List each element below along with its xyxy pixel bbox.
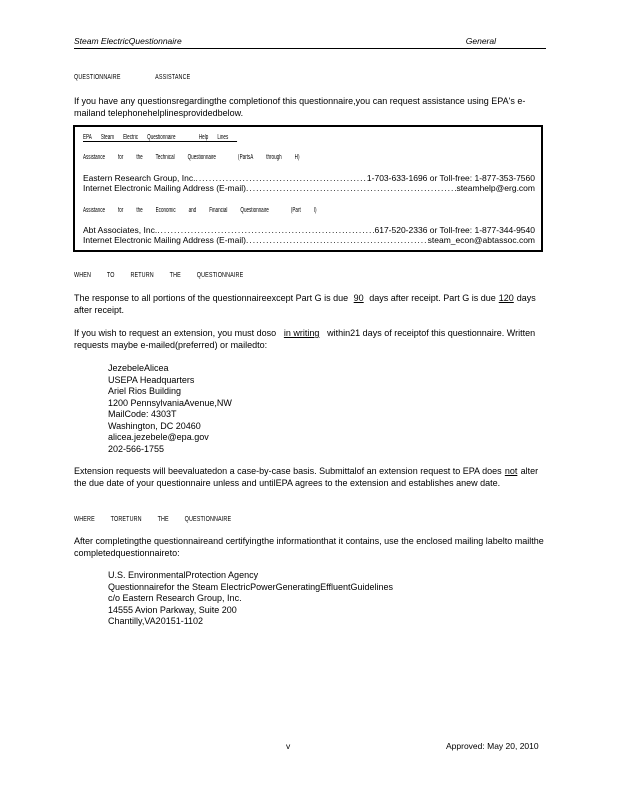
extension-mode: in writing (283, 328, 320, 338)
leader-dots (246, 183, 456, 193)
erg-contact (83, 173, 535, 193)
epa-contact-address (108, 363, 232, 455)
extension-text: within21 days of receiptof this questionnaire. Written requests maybe e-mailed(preferred) or mailedto: (74, 328, 536, 350)
sub-word: the (136, 207, 143, 214)
mailing-address (108, 570, 393, 628)
contact-line: Washington, DC 20460 (108, 420, 201, 431)
sub-word: Technical (155, 154, 175, 161)
heading-word: TORETURN (110, 514, 142, 523)
contact-line: JezebeleAlicea (108, 363, 169, 373)
due-days-part-g: 120 (498, 293, 514, 303)
due-text: The response to all portions of the questionnaireexcept Part G is due (74, 293, 349, 303)
abt-email-label: Internet Electronic Mailing Address (E-mail) (83, 235, 246, 245)
abt-phone: 617-520-2336 or Toll-free: 1-877-344-9540 (374, 225, 535, 235)
abt-contact (83, 225, 535, 245)
due-days: 90 (353, 293, 364, 303)
heading-word: QUESTIONNAIRE (184, 514, 232, 523)
sub-word: I) (313, 207, 317, 214)
review-text: alter the due date of your questionnaire unless and untilEPA agrees to the extension and establishes anew date. (74, 466, 539, 488)
title-word: Questionnaire (147, 134, 176, 141)
sub-word: Questionnaire (240, 207, 269, 214)
heading-when-to-return (74, 270, 259, 279)
contact-line: MailCode: 4303T (108, 409, 177, 419)
erg-phone: 1-703-633-1696 or Toll-free: 1-877-353-7560 (366, 173, 535, 183)
technical-assistance-label (83, 154, 312, 161)
heading-word: QUESTIONNAIRE (196, 270, 244, 279)
sub-word: Economic (155, 207, 176, 214)
title-word: Steam (100, 134, 115, 141)
contact-line: 1200 PennsylvaniaAvenue,NW (108, 397, 232, 408)
title-word: Lines (217, 134, 229, 141)
sub-word: Financial (209, 207, 228, 214)
sub-word: Questionnaire (187, 154, 216, 161)
sub-word: Assistance (83, 154, 106, 161)
sub-word: the (136, 154, 143, 161)
address-line: 14555 Avion Parkway, Suite 200 (108, 604, 237, 615)
heading-word: ASSISTANCE (155, 72, 191, 81)
heading-word: TO (106, 270, 115, 279)
erg-email[interactable]: steamhelp@erg.com (456, 183, 535, 193)
heading-word: QUESTIONNAIRE (74, 72, 121, 81)
extension-paragraph (74, 327, 550, 351)
erg-name: Eastern Research Group, Inc. (83, 173, 196, 183)
erg-email-label: Internet Electronic Mailing Address (E-mail) (83, 183, 246, 193)
contact-phone: 202-566-1755 (108, 443, 165, 454)
leader-dots (246, 235, 428, 245)
sub-word: Assistance (83, 207, 106, 214)
helpline-box (73, 125, 543, 252)
address-line: Questionnairefor the Steam ElectricPowerGeneratingEffluentGuidelines (108, 581, 393, 592)
contact-line: USEPA Headquarters (108, 374, 195, 385)
sub-word: for (118, 207, 124, 214)
abt-email[interactable]: steam_econ@abtassoc.com (427, 235, 535, 245)
helpline-box-title (83, 134, 237, 142)
header-section: General (465, 36, 496, 46)
address-line: U.S. EnvironmentalProtection Agency (108, 570, 259, 580)
sub-word: H) (294, 154, 300, 161)
contact-line: Ariel Rios Building (108, 386, 182, 396)
extension-review-paragraph (74, 465, 550, 489)
heading-where-to-return (74, 514, 247, 523)
address-line: Chantilly,VA20151-1102 (108, 616, 204, 626)
leader-dots (195, 173, 366, 183)
assistance-intro: If you have any questionsregardingthe completionof this questionnaire,you can request assistance using EPA's e-mailand telephonehelplinesprovidedbelow. (74, 96, 526, 118)
page-number: v (286, 741, 291, 751)
sub-word: and (188, 207, 197, 214)
due-text: days after receipt. Part G is due (369, 293, 496, 303)
title-word: EPA (83, 134, 92, 141)
sub-word: for (118, 154, 124, 161)
review-text: Extension requests will beevaluatedon a case-by-case basis. Submittalof an extension request to EPA does (74, 466, 502, 476)
due-date-paragraph (74, 292, 550, 316)
sub-word: (Part (290, 207, 301, 214)
heading-questionnaire-assistance (74, 72, 206, 81)
mailing-paragraph: After completingthe questionnaireand certifyingthe informationthat it contains, use the enclosed mailing labelto mailthe completedquestionnaireto: (74, 536, 544, 558)
abt-name: Abt Associates, Inc. (83, 225, 158, 235)
address-line: c/o Eastern Research Group, Inc. (108, 593, 242, 603)
heading-word: WHEN (74, 270, 92, 279)
extension-text: If you wish to request an extension, you must doso (74, 328, 277, 338)
title-word: Help (198, 134, 209, 141)
leader-dots (157, 225, 374, 235)
page-header (74, 36, 546, 49)
heading-word: THE (157, 514, 169, 523)
title-word: Electric (123, 134, 139, 141)
due-text: days after receipt. (74, 293, 536, 315)
heading-word: RETURN (130, 270, 154, 279)
sub-word: through (266, 154, 282, 161)
approval-date: Approved: May 20, 2010 (446, 741, 539, 751)
economic-assistance-label (83, 207, 330, 214)
header-title: Steam ElectricQuestionnaire (74, 36, 182, 46)
heading-word: WHERE (74, 514, 95, 523)
sub-word: (PartsA (238, 154, 254, 161)
heading-word: THE (169, 270, 181, 279)
review-not: not (504, 466, 518, 476)
contact-email[interactable]: alicea.jezebele@epa.gov (108, 432, 209, 442)
